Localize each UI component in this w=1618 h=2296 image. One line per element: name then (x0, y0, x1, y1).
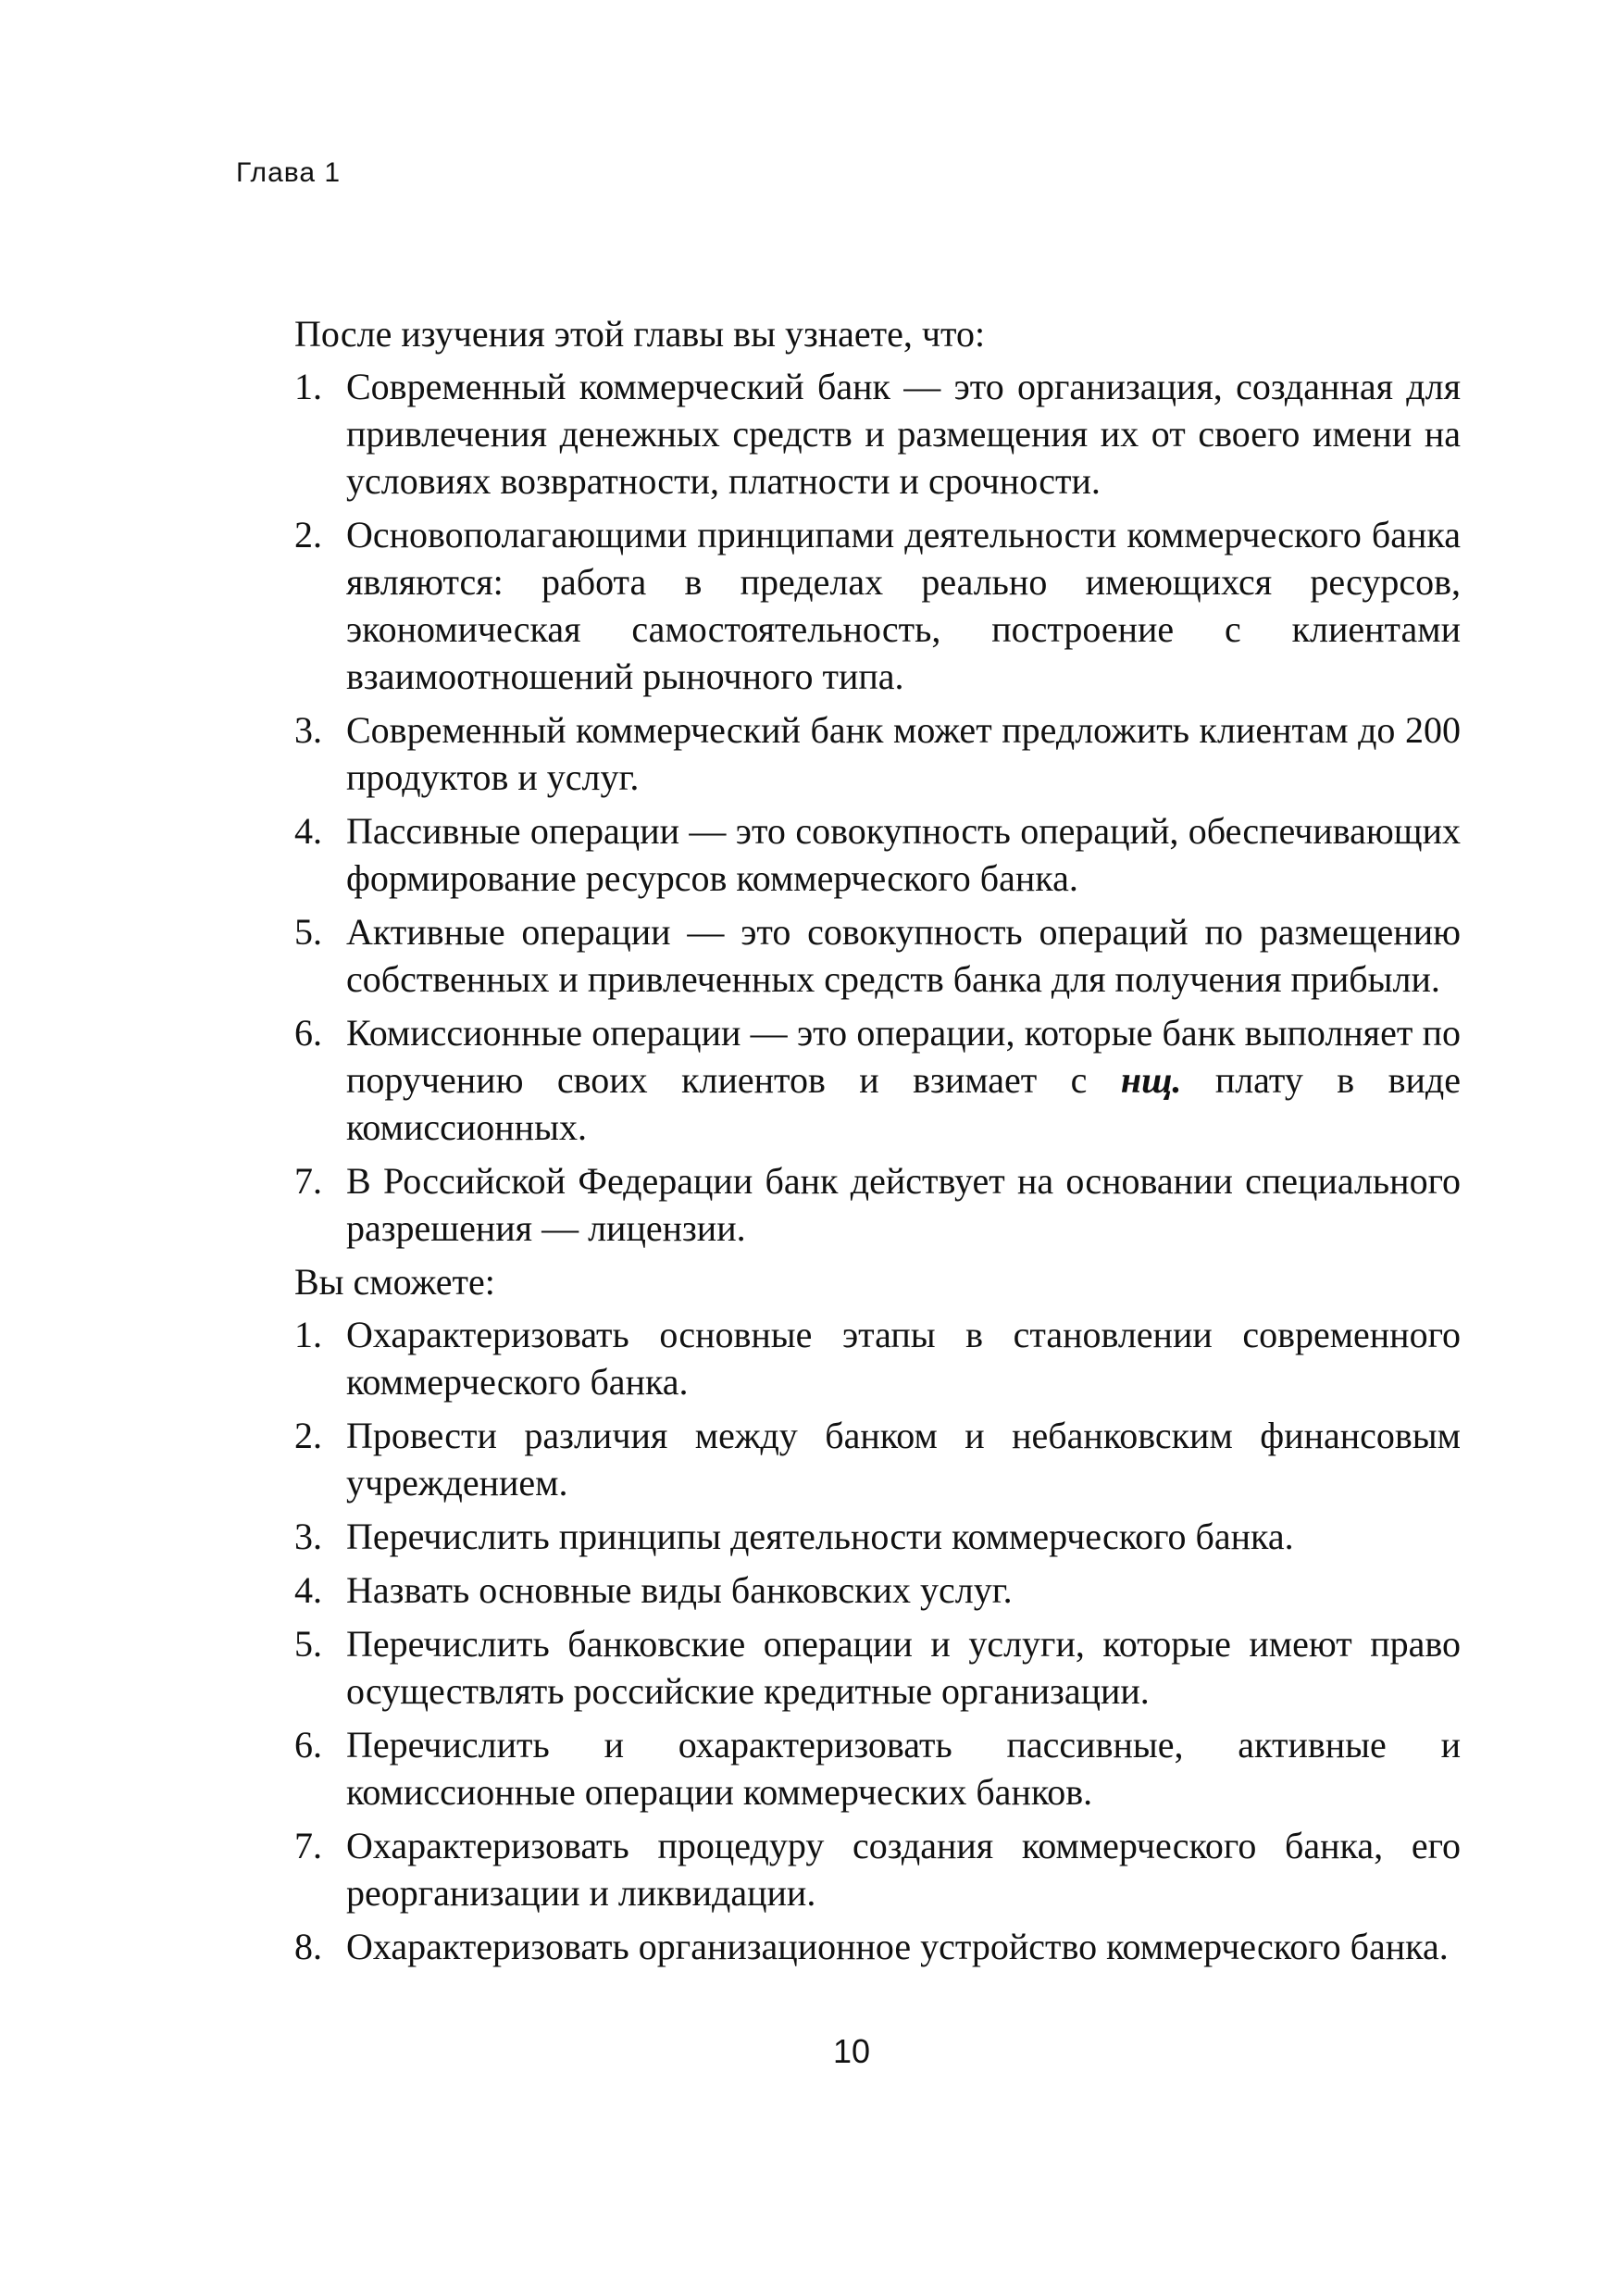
able-list-item (294, 1513, 1461, 1560)
learn-list-item (294, 706, 1461, 801)
list-item-text: Охарактеризовать организационное устройство коммерческого банка. (346, 1926, 1449, 1967)
able-section-title: Вы сможете: (294, 1261, 495, 1303)
list-number: 3. (294, 709, 322, 751)
list-number: 6. (294, 1012, 322, 1054)
list-item-text: Провести различия между банком и небанковским финансовым учреждением. (346, 1415, 1461, 1504)
able-list-item (294, 1822, 1461, 1916)
list-number: 8. (294, 1926, 322, 1967)
list-number: 3. (294, 1516, 322, 1557)
learn-list (294, 363, 1461, 1252)
able-list-item (294, 1566, 1461, 1614)
learn-section-title: После изучения этой главы вы узнаете, что: (294, 313, 986, 355)
learn-list-item (294, 1157, 1461, 1252)
page-number: 10 (832, 2032, 871, 2070)
list-item-text-start: Комиссионные операции — это операции, которые банк выполняет по поручению своих клиентов и взимает с (346, 1012, 1461, 1101)
list-item-text: Современный коммерческий банк — это организация, созданная для привлечения денежных средств и размещения их от своего имени на условиях возвратности, платности и срочности. (346, 366, 1461, 502)
chapter-header: Глава 1 (236, 157, 342, 188)
list-item-text: Современный коммерческий банк может предложить клиентам до 200 продуктов и услуг. (346, 709, 1461, 798)
page-content (294, 310, 1461, 1977)
list-item-text (346, 1012, 1461, 1148)
list-item-text: Основополагающими принципами деятельности коммерческого банка являются: работа в пределах реально имеющихся ресурсов, экономическая самостоятельность, построение с клиентами взаимоотношений рыночного типа. (346, 514, 1461, 697)
able-list (294, 1311, 1461, 1970)
learn-list-item (294, 363, 1461, 505)
list-number: 7. (294, 1825, 322, 1866)
list-item-text-emphasis: нщ. (1120, 1059, 1182, 1101)
list-item-text: Назвать основные виды банковских услуг. (346, 1569, 1013, 1611)
list-number: 2. (294, 1415, 322, 1456)
list-number: 1. (294, 366, 322, 407)
list-item-text: В Российской Федерации банк действует на основании специального разрешения — лицензии. (346, 1160, 1461, 1249)
list-item-text: Активные операции — это совокупность операций по размещению собственных и привлеченных средств банка для получения прибыли. (346, 911, 1461, 1000)
learn-list-item (294, 1009, 1461, 1151)
list-item-text: Перечислить и охарактеризовать пассивные, активные и комиссионные операции коммерческих банков. (346, 1724, 1461, 1813)
learn-list-item (294, 511, 1461, 700)
list-number: 5. (294, 1623, 322, 1665)
list-item-text-end: плату в виде комиссионных. (346, 1059, 1461, 1148)
list-number: 6. (294, 1724, 322, 1766)
learn-list-item (294, 807, 1461, 902)
list-number: 4. (294, 1569, 322, 1611)
learn-list-item (294, 908, 1461, 1003)
list-number: 7. (294, 1160, 322, 1202)
able-list-item (294, 1412, 1461, 1506)
list-item-text: Перечислить банковские операции и услуги, которые имеют право осуществлять российские кредитные организации. (346, 1623, 1461, 1712)
list-number: 4. (294, 810, 322, 852)
able-list-item (294, 1311, 1461, 1405)
list-item-text: Перечислить принципы деятельности коммерческого банка. (346, 1516, 1294, 1557)
list-number: 2. (294, 514, 322, 555)
list-item-text: Охарактеризовать основные этапы в становлении современного коммерческого банка. (346, 1314, 1461, 1403)
list-number: 5. (294, 911, 322, 953)
able-list-item (294, 1721, 1461, 1816)
able-list-item (294, 1620, 1461, 1715)
list-item-text: Охарактеризовать процедуру создания коммерческого банка, его реорганизации и ликвидации. (346, 1825, 1461, 1914)
list-item-text: Пассивные операции — это совокупность операций, обеспечивающих формирование ресурсов коммерческого банка. (346, 810, 1461, 899)
list-number: 1. (294, 1314, 322, 1355)
able-list-item (294, 1923, 1461, 1970)
